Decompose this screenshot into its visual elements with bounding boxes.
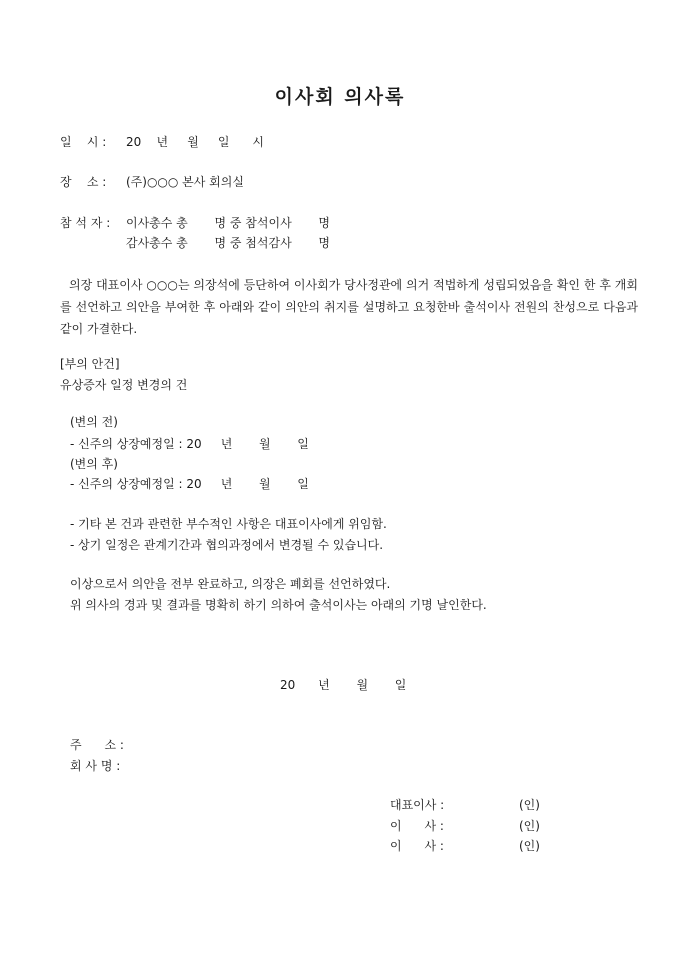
before-change-label: (변의 전) [70,415,118,429]
agenda-item: 유상증자 일정 변경의 건 [60,378,188,392]
signature-role-ceo: 대표이사 : [390,798,445,812]
note-schedule-change: - 상기 일정은 관계기간과 협의과정에서 변경될 수 있습니다. [70,538,384,552]
attendees-directors: 이사총수 총 명 중 참석이사 명 [126,216,330,230]
after-change-label: (변의 후) [70,457,118,471]
company-address-label: 주 소 : [70,738,124,752]
signature-role-director-2: 이 사 : [390,839,444,853]
company-name-label: 회 사 명 : [70,759,121,773]
before-change-item: - 신주의 상장예정일 : 20 년 월 일 [70,437,309,451]
footer-date: 20 년 월 일 [280,678,407,692]
document-title: 이사회 의사록 [274,86,406,108]
closing-line-1: 이상으로서 의안을 전부 완료하고, 의장은 폐회를 선언하였다. [70,577,391,591]
seal-director-1: (인) [519,819,540,833]
seal-director-2: (인) [519,839,540,853]
note-delegation: - 기타 본 건과 관련한 부수적인 사항은 대표이사에게 위임함. [70,517,387,531]
opening-paragraph: 의장 대표이사 ○○○는 의장석에 등단하여 이사회가 당사정관에 의거 적법하게 성립되었음을 확인 한 후 개회를 선언하고 의안을 부여한 후 아래와 같이 의안의 취지를 설명하고 요청한바 출석이사 전원의 찬성으로 다음과 같이 가결한다. [60,278,638,336]
place-label: 장 소 : [60,175,107,189]
place-value: (주)○○○ 본사 회의실 [126,175,244,189]
agenda-header: [부의 안건] [60,357,120,371]
attendees-label: 참 석 자 : [60,216,111,230]
signature-role-director-1: 이 사 : [390,819,444,833]
attendees-auditors: 감사총수 총 명 중 첨석감사 명 [126,236,330,250]
date-label: 일 시 : [60,135,107,149]
closing-line-2: 위 의사의 경과 및 결과를 명확히 하기 의하여 출석이사는 아래의 기명 날인한다. [70,598,487,612]
date-value: 20 년 월 일 시 [126,135,264,149]
seal-ceo: (인) [519,798,540,812]
after-change-item: - 신주의 상장예정일 : 20 년 월 일 [70,477,309,491]
